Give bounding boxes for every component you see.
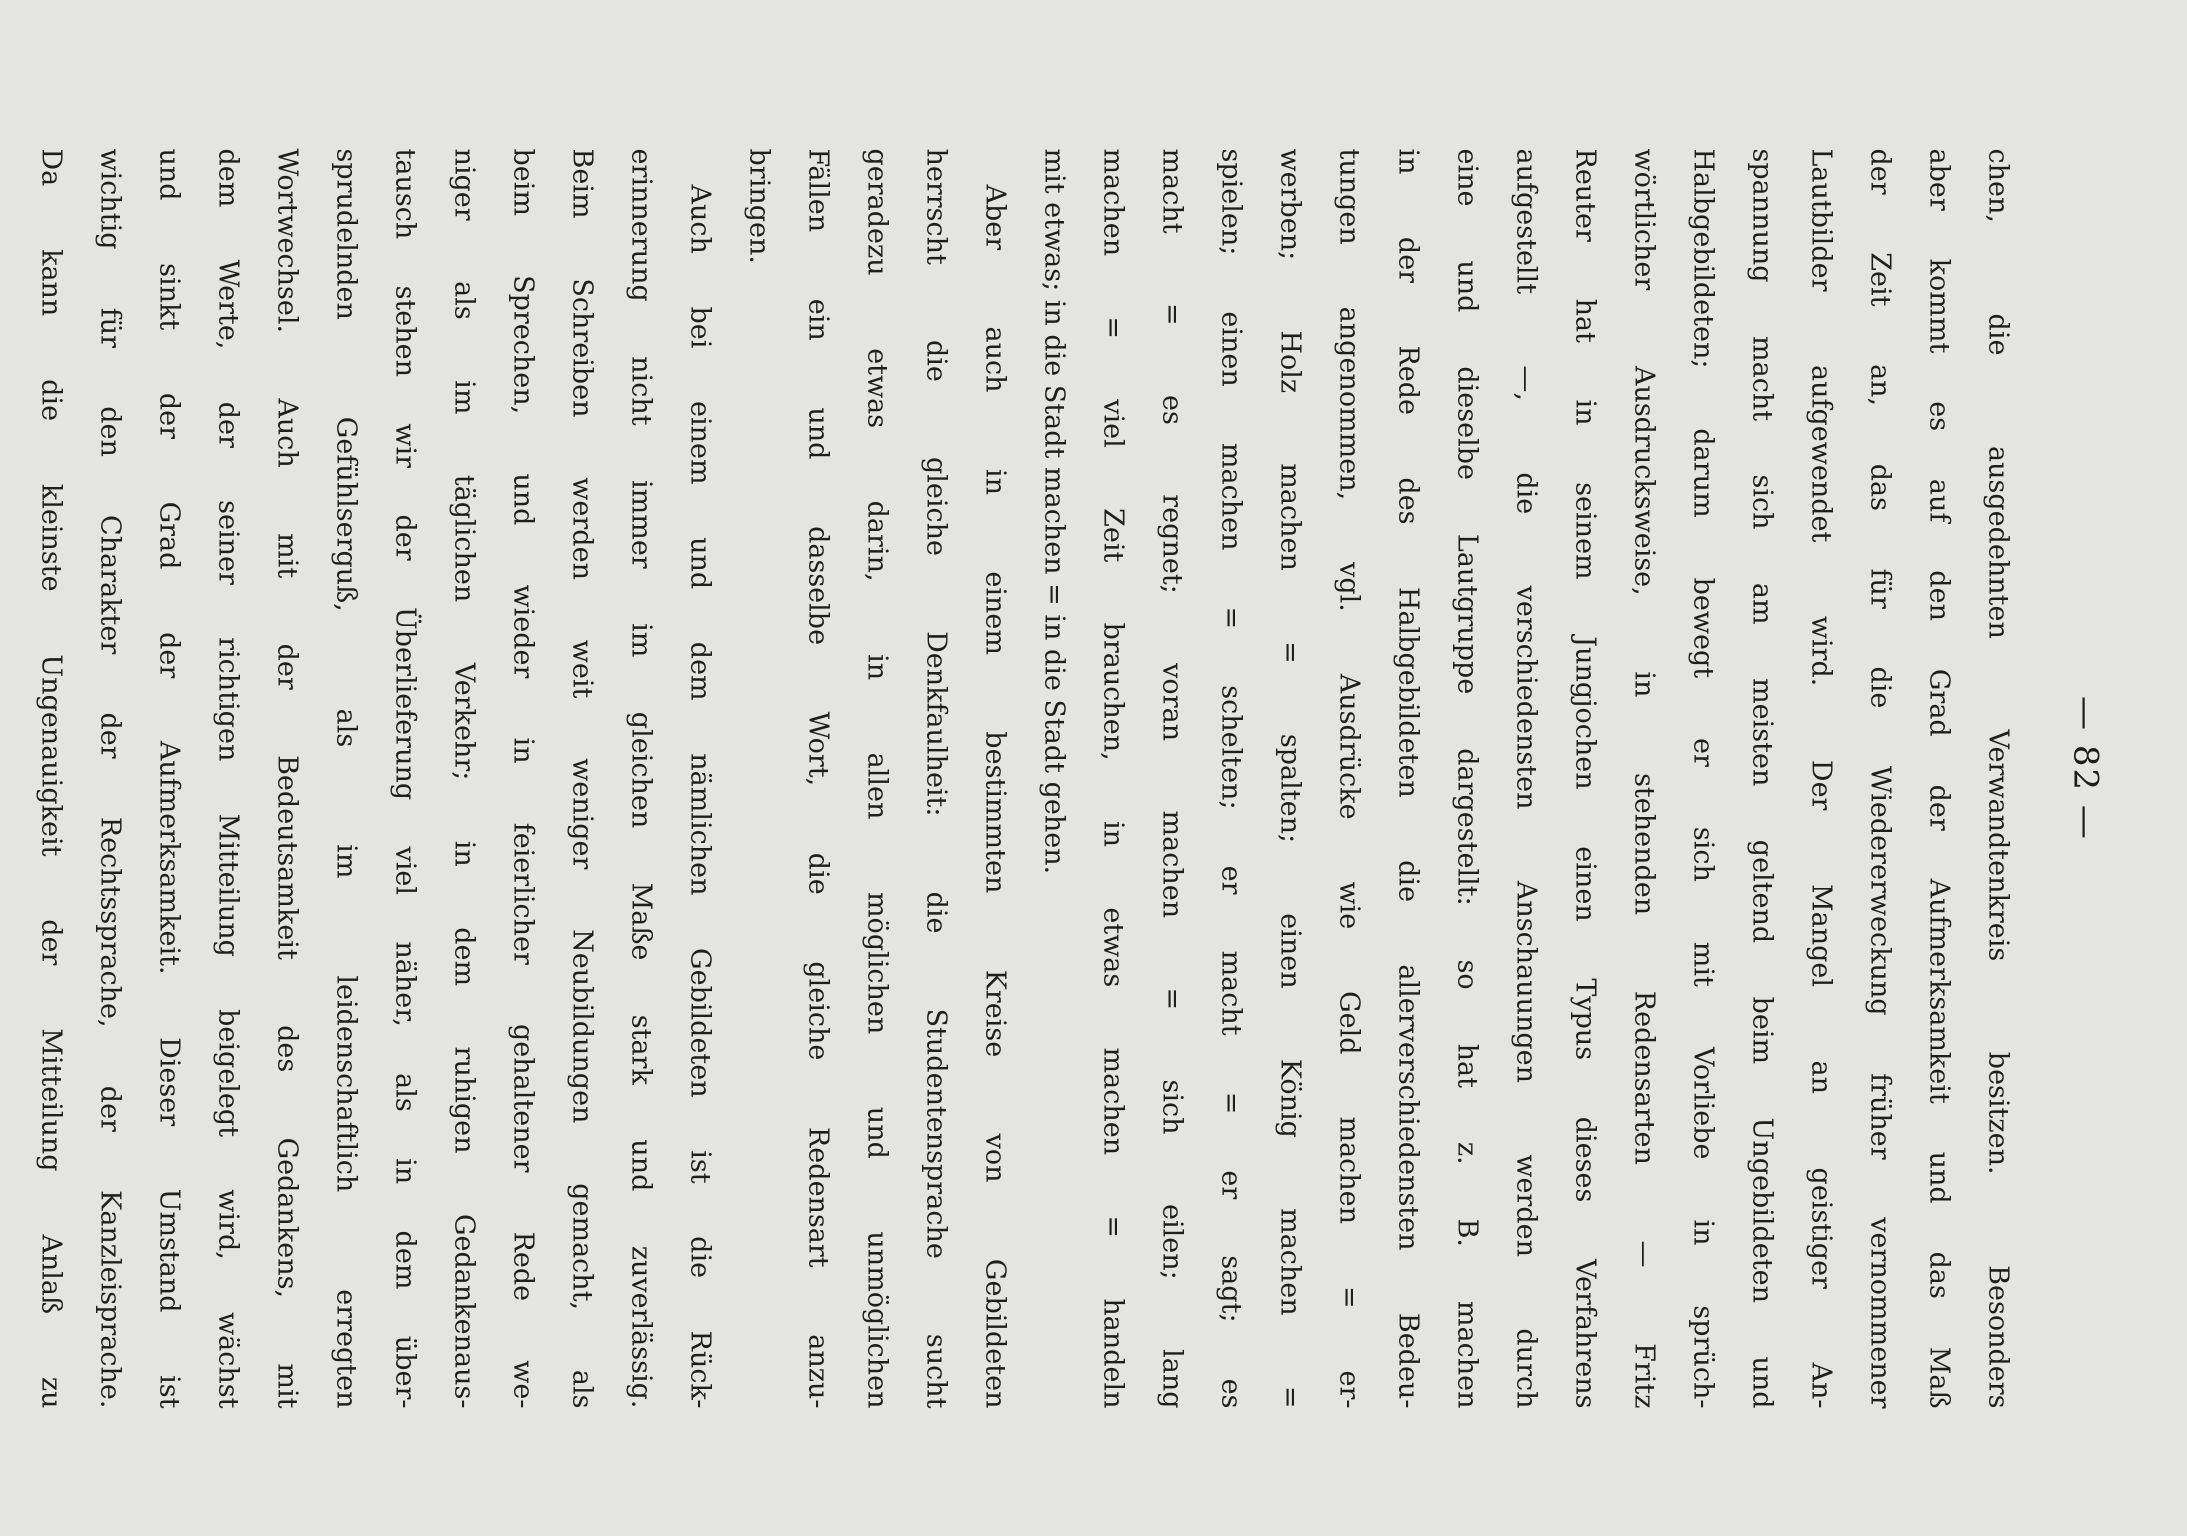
text-line: der Zeit an, das für die Wiedererweckung früher vernommener xyxy=(1864,148,1895,1408)
text-line: Lautbilder aufgewendet wird. Der Mangel an geistiger An- xyxy=(1805,148,1836,1408)
text-line: beim Sprechen, und wieder in feierlicher gehaltener Rede we- xyxy=(507,148,538,1408)
text-line: wörtlicher Ausdrucksweise, in stehenden Redensarten — Fritz xyxy=(1628,148,1659,1408)
text-line: erinnerung nicht immer im gleichen Maße stark und zuverlässig. xyxy=(625,148,656,1408)
text-line: Aber auch in einem bestimmten Kreise von Gebildeten xyxy=(979,184,1010,1408)
text-line: Da kann die kleinste Ungenauigkeit der Mitteilung Anlaß zu xyxy=(35,148,66,1408)
text-line: mit etwas; in die Stadt machen = in die Stadt gehen. xyxy=(1038,148,1069,874)
text-line: aber kommt es auf den Grad der Aufmerksamkeit und das Maß xyxy=(1923,148,1954,1408)
text-line: machen = viel Zeit brauchen, in etwas machen = handeln xyxy=(1097,148,1128,1408)
text-line: Halbgebildeten; darum bewegt er sich mit Vorliebe in sprüch- xyxy=(1687,148,1718,1408)
text-line: herrscht die gleiche Denkfaulheit: die Studentensprache sucht xyxy=(920,148,951,1408)
text-line: niger als im täglichen Verkehr; in dem ruhigen Gedankenaus- xyxy=(448,148,479,1408)
page-number: — 82 — xyxy=(2065,695,2105,841)
text-line: dem Werte, der seiner richtigen Mitteilung beigelegt wird, wächst xyxy=(212,148,243,1408)
text-line: macht = es regnet; voran machen = sich eilen; lang xyxy=(1156,148,1187,1408)
text-line: bringen. xyxy=(743,148,774,264)
text-line: aufgestellt —, die verschiedensten Anschauungen werden durch xyxy=(1510,148,1541,1408)
text-line: in der Rede des Halbgebildeten die allerverschiedensten Bedeu- xyxy=(1392,148,1423,1408)
text-line: chen, die ausgedehnten Verwandtenkreis besitzen. Besonders xyxy=(1982,148,2013,1408)
text-line: Reuter hat in seinem Jungjochen einen Typus dieses Verfahrens xyxy=(1569,148,1600,1408)
text-line: eine und dieselbe Lautgruppe dargestellt: so hat z. B. machen xyxy=(1451,148,1482,1408)
text-line: geradezu etwas darin, in allen möglichen und unmöglichen xyxy=(861,148,892,1408)
text-line: tausch stehen wir der Überlieferung viel näher, als in dem über- xyxy=(389,148,420,1408)
text-line: wichtig für den Charakter der Rechtssprache, der Kanzleisprache. xyxy=(94,148,125,1408)
text-line: spielen; einen machen = schelten; er macht = er sagt; es xyxy=(1215,148,1246,1408)
text-line: Auch bei einem und dem nämlichen Gebildeten ist die Rück- xyxy=(684,184,715,1408)
text-line: spannung macht sich am meisten geltend beim Ungebildeten und xyxy=(1746,148,1777,1408)
text-line: Wortwechsel. Auch mit der Bedeutsamkeit des Gedankens, mit xyxy=(271,148,302,1408)
text-line: sprudelnden Gefühlserguß, als im leidenschaftlich erregten xyxy=(330,148,361,1408)
text-line: und sinkt der Grad der Aufmerksamkeit. Dieser Umstand ist xyxy=(153,148,184,1408)
text-line: Fällen ein und dasselbe Wort, die gleiche Redensart anzu- xyxy=(802,148,833,1408)
text-line: werben; Holz machen = spalten; einen König machen = xyxy=(1274,148,1305,1408)
text-line: Beim Schreiben werden weit weniger Neubildungen gemacht, als xyxy=(566,148,597,1408)
text-line: tungen angenommen, vgl. Ausdrücke wie Geld machen = er- xyxy=(1333,148,1364,1408)
body-text xyxy=(21,148,2027,1408)
